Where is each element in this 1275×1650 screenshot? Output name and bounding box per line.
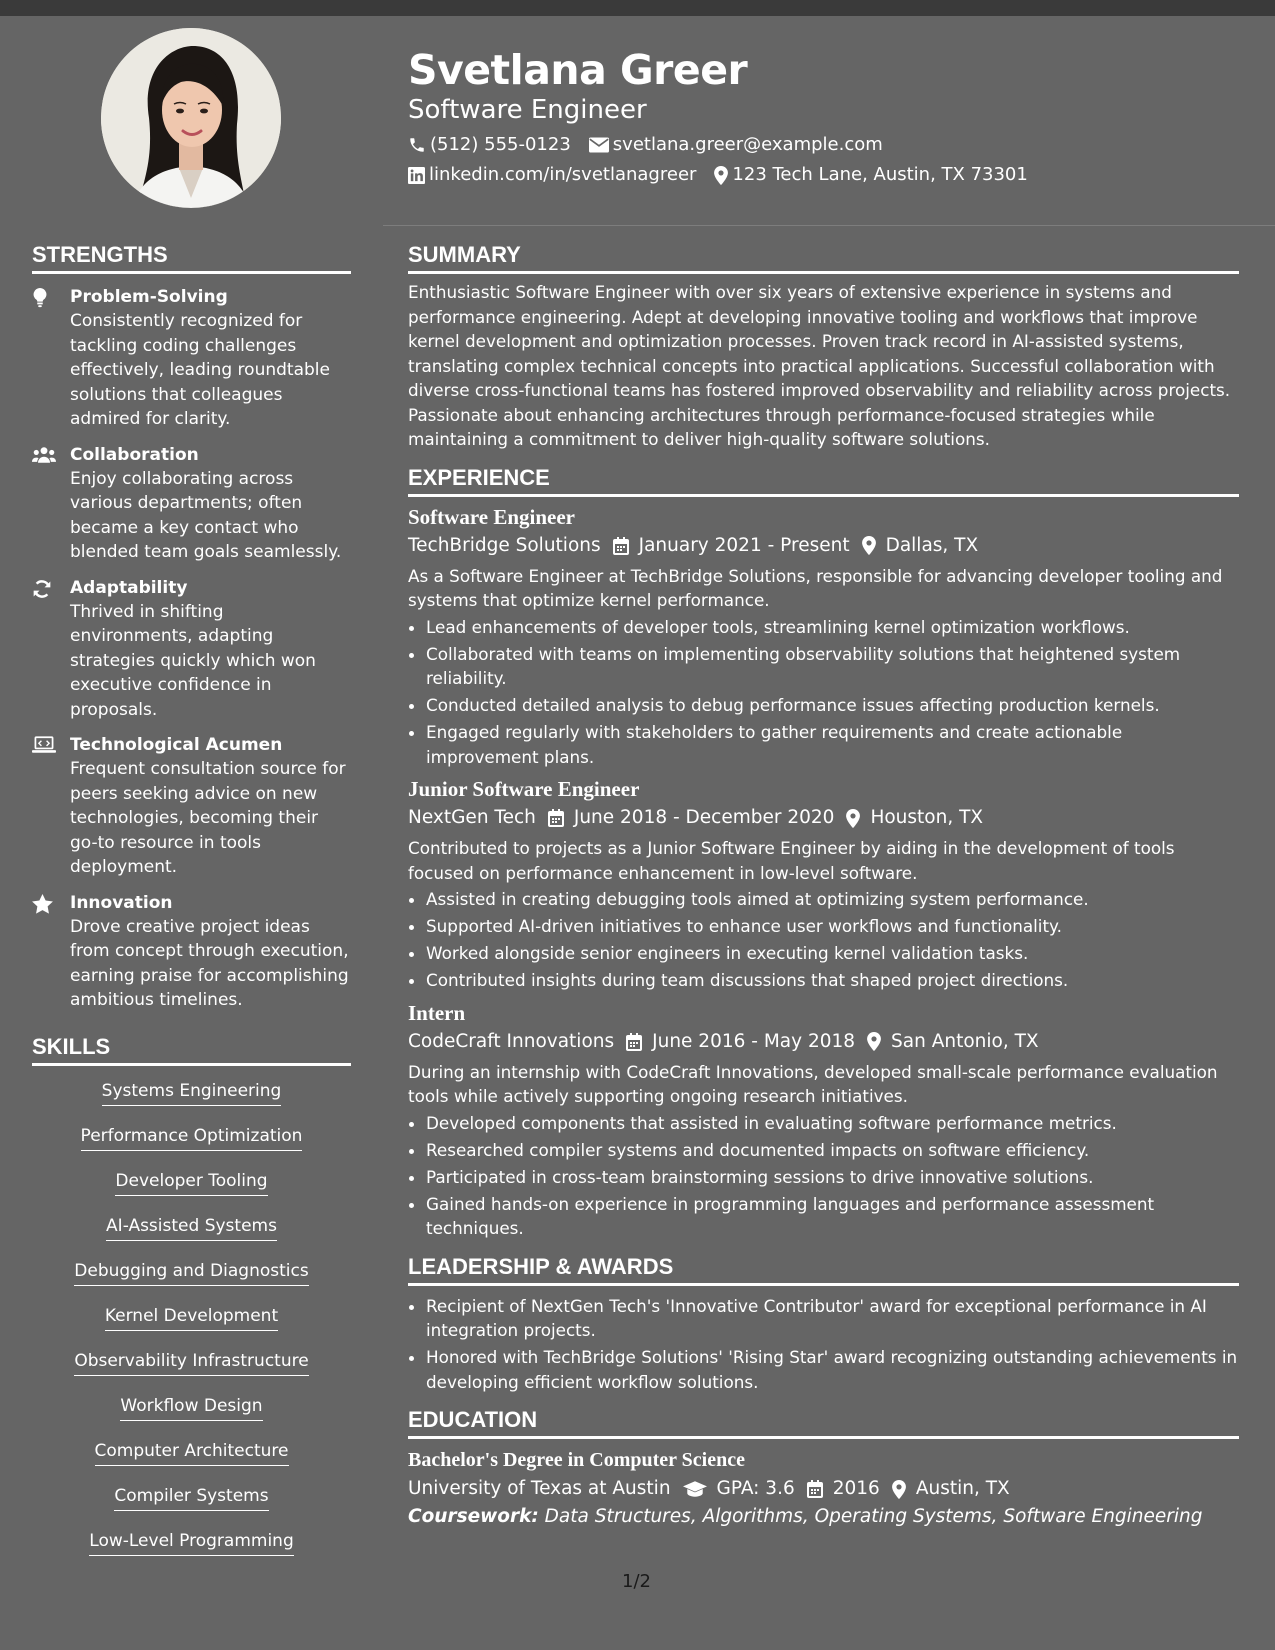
linkedin-text: linkedin.com/in/svetlanagreer [429,164,697,185]
strength-title: Collaboration [70,444,199,465]
education-location: Austin, TX [915,1478,1010,1499]
coursework-label: Coursework: [408,1506,539,1527]
strength-desc: Frequent consultation source for peers seeking advice on new technologies, becoming their go-to resource in tools deployment. [70,759,346,877]
list-item: • Supported AI-driven initiatives to enhance user workflows and functionality. [426,914,1239,939]
strength-title: Technological Acumen [70,735,283,755]
list-item: • Contributed insights during team discussions that shaped project directions. [426,968,1239,993]
contact-row-1 [408,134,1248,156]
skills-heading: SKILLS [32,1033,351,1066]
education-gpa: GPA: 3.6 [716,1478,795,1499]
awards-heading: LEADERSHIP & AWARDS [408,1253,1239,1286]
list-item: • Worked alongside senior engineers in executing kernel validation tasks. [426,941,1239,966]
top-bar [0,0,1275,16]
strength-item [32,444,351,565]
list-item: • Assisted in creating debugging tools aimed at optimizing system performance. [426,887,1239,912]
job-bullets [408,615,1239,770]
strength-desc: Consistently recognized for tackling coding challenges effectively, leading roundtable solutions that colleagues admired for clarity. [70,311,330,429]
experience-heading: EXPERIENCE [408,464,1239,497]
map-marker-icon [714,166,728,185]
list-item: • Recipient of NextGen Tech's 'Innovative Contributor' award for exceptional performance in AI integration projects. [426,1294,1239,1343]
phone-text: (512) 555-0123 [430,134,571,155]
list-item: • Gained hands-on experience in programming languages and performance assessment techniques. [426,1192,1239,1241]
job-location: Dallas, TX [885,534,979,556]
awards-section [408,1253,1239,1395]
awards-list [408,1294,1239,1395]
job-dates: June 2016 - May 2018 [652,1030,856,1052]
email-text: svetlana.greer@example.com [612,134,883,155]
education-coursework [408,1504,1239,1530]
skill-tag: Compiler Systems [114,1485,268,1511]
job-dates: June 2018 - December 2020 [573,807,835,828]
education-heading: EDUCATION [408,1406,1239,1439]
job-company: NextGen Tech [408,807,536,828]
job-desc: During an internship with CodeCraft Innovations, developed small-scale performance evaluation tools while actively supporting ongoing research initiatives. [408,1061,1218,1106]
education-year: 2016 [832,1478,880,1499]
address-text: 123 Tech Lane, Austin, TX 73301 [732,164,1028,185]
job-entry [408,504,1239,770]
header-divider [383,225,1275,226]
list-item: • Honored with TechBridge Solutions' 'Rising Star' award recognizing outstanding achievements in developing efficient workflow solutions. [426,1345,1239,1394]
sync-icon [32,579,52,599]
job-meta [408,534,1239,558]
laptop-code-icon [32,736,56,754]
strength-title: Innovation [70,892,173,913]
contact-row-2 [408,164,1248,186]
strength-item [32,734,351,880]
job-meta [408,806,1239,830]
graduation-cap-icon [683,1481,707,1497]
map-marker-icon [846,809,860,828]
summary-text: Enthusiastic Software Engineer with over six years of extensive experience in systems and performance engineering. Adept at developing innovative tooling and workflows that improve kernel development and optimization processes. Proven track record in AI-assisted systems, translating complex technical concepts into practical applications. Successful collaboration with diverse cross-functional teams has fostered improved observability and reliability across projects. Passionate about enhancing architectures through performance-focused strategies while maintaining a commitment to deliver high-quality software solutions. [408,282,1231,449]
strength-title: Problem-Solving [70,287,228,307]
list-item: • Lead enhancements of developer tools, streamlining kernel optimization workflows. [426,615,1239,640]
list-item: • Developed components that assisted in evaluating software performance metrics. [426,1111,1239,1136]
resume-header [408,44,1248,186]
skill-tag: Debugging and Diagnostics [74,1260,308,1286]
job-role: Junior Software Engineer [408,777,640,801]
strength-item [32,286,351,432]
main-column [408,241,1239,1542]
contact-email[interactable] [589,134,883,156]
list-item: • Conducted detailed analysis to debug performance issues affecting production kernels. [426,693,1239,718]
calendar-icon [548,809,564,827]
job-role: Intern [408,1000,466,1025]
skill-tag: Kernel Development [105,1305,278,1331]
map-marker-icon [892,1480,906,1499]
job-entry [408,776,1239,993]
sidebar [32,241,351,1575]
list-item: • Participated in cross-team brainstorming sessions to drive innovative solutions. [426,1165,1239,1190]
job-dates: January 2021 - Present [638,534,850,556]
users-icon [32,446,56,464]
job-entry [408,1000,1239,1241]
skill-list [32,1080,351,1575]
strengths-heading: STRENGTHS [32,241,351,274]
strength-item [32,892,351,1013]
summary-heading: SUMMARY [408,241,1239,274]
skill-tag: AI-Assisted Systems [106,1215,277,1241]
contact-linkedin[interactable] [408,164,696,186]
strength-desc: Enjoy collaborating across various departments; often became a key contact who blended team goals seamlessly. [70,468,342,562]
skill-tag: Developer Tooling [115,1170,267,1196]
summary-section [408,241,1239,452]
coursework-text: Data Structures, Algorithms, Operating Systems, Software Engineering [544,1506,1203,1527]
page-number: 1/2 [622,1571,651,1592]
list-item: • Researched compiler systems and documented impacts on software efficiency. [426,1138,1239,1163]
contact-address [714,164,1027,186]
job-meta [408,1030,1239,1054]
job-desc: As a Software Engineer at TechBridge Solutions, responsible for advancing developer tooling and systems that optimize kernel performance. [408,565,1223,610]
skill-tag: Low-Level Programming [89,1530,293,1556]
linkedin-icon [408,167,425,184]
candidate-name: Svetlana Greer [408,46,748,94]
phone-icon [408,136,426,154]
education-degree: Bachelor's Degree in Computer Science [408,1449,745,1471]
education-school: University of Texas at Austin [408,1478,671,1499]
profile-photo [101,28,281,208]
job-location: San Antonio, TX [891,1030,1039,1052]
strength-desc: Drove creative project ideas from concept through execution, earning praise for accomplishing ambitious timelines. [70,916,349,1010]
job-company: TechBridge Solutions [408,534,601,556]
experience-section [408,464,1239,1241]
education-section [408,1406,1239,1530]
calendar-icon [807,1480,823,1498]
strength-item [32,577,351,723]
job-bullets [408,887,1239,993]
skill-tag: Workflow Design [120,1395,262,1421]
list-item: • Engaged regularly with stakeholders to gather requirements and create actionable improvement plans. [426,720,1239,769]
strength-desc: Thrived in shifting environments, adapting strategies quickly which won executive confidence in proposals. [70,601,316,720]
list-item: • Collaborated with teams on implementing observability solutions that heightened system reliability. [426,642,1239,691]
skill-tag: Computer Architecture [95,1440,289,1466]
candidate-title: Software Engineer [408,95,647,125]
map-marker-icon [867,1032,881,1051]
job-desc: Contributed to projects as a Junior Software Engineer by aiding in the development of tools focused on performance enhancement in low-level software. [408,838,1175,883]
skill-tag: Observability Infrastructure [74,1350,308,1376]
strength-title: Adaptability [70,577,188,598]
envelope-icon [589,137,609,153]
calendar-icon [613,537,629,555]
skills-section [32,1033,351,1575]
skill-tag: Performance Optimization [81,1125,303,1151]
job-bullets [408,1111,1239,1241]
skill-tag: Systems Engineering [102,1080,282,1106]
map-marker-icon [862,536,876,555]
contact-phone[interactable] [408,134,571,156]
calendar-icon [626,1033,642,1051]
job-company: CodeCraft Innovations [408,1030,615,1052]
education-meta [408,1477,1239,1501]
star-icon [32,894,53,914]
job-role: Software Engineer [408,504,576,529]
lightbulb-icon [32,288,48,308]
job-location: Houston, TX [870,807,984,828]
